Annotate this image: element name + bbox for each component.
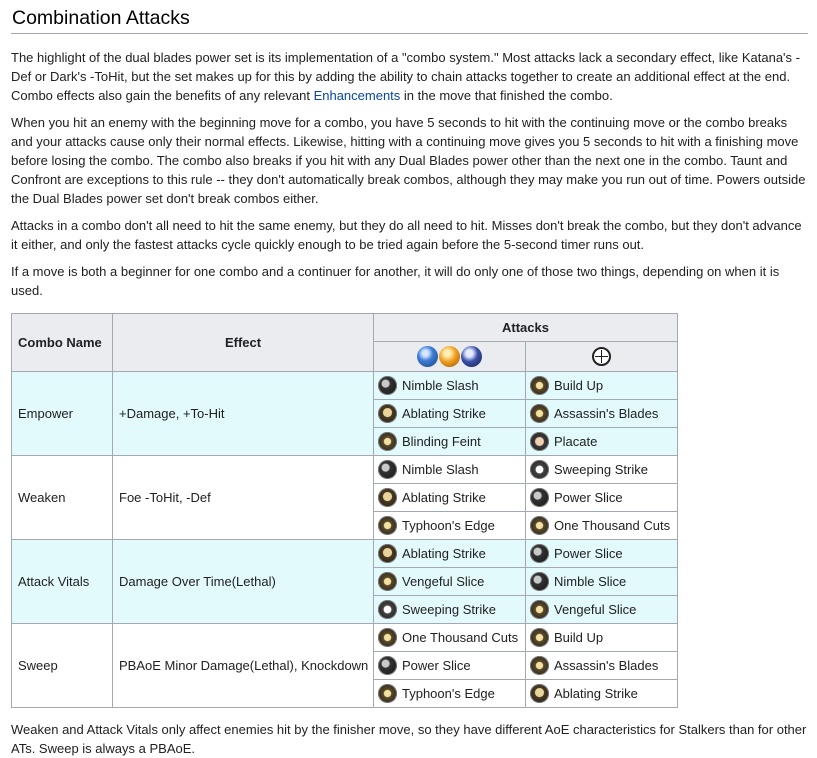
attack-cell-left: [374, 652, 526, 680]
attack-name: Blinding Feint: [402, 434, 481, 449]
blade-icon: [530, 488, 549, 507]
attack-cell-left: [374, 596, 526, 624]
paragraph-beginner-continuer: If a move is both a beginner for one combo and a continuer for another, it will do only one of those two things, depending on when it is used.: [11, 264, 780, 298]
attack-name: Ablating Strike: [402, 406, 486, 421]
burst-icon: [530, 628, 549, 647]
attack-cell-left: [374, 400, 526, 428]
attack-name: Nimble Slash: [402, 462, 479, 477]
attack-cell-right: [526, 680, 678, 708]
blade-icon: [530, 544, 549, 563]
burst-icon: [530, 376, 549, 395]
attack-name: Ablating Strike: [402, 546, 486, 561]
attack-cell-right: [526, 456, 678, 484]
attack-name: Power Slice: [554, 546, 623, 561]
attack-name: Nimble Slash: [402, 378, 479, 393]
attack-cell-left: [374, 484, 526, 512]
table-row: [12, 540, 678, 568]
paragraph-combo-hits: Attacks in a combo don't all need to hit the same enemy, but they do all need to hit. Misses don't break the combo, but they don't advance it either, and only the fastest attacks cycle quickly enough to be tried again before the 5-second timer runs out.: [11, 218, 802, 252]
combo-name-cell: Attack Vitals: [12, 540, 113, 624]
attack-cell-right: [526, 652, 678, 680]
blade-icon: [378, 460, 397, 479]
attack-name: Typhoon's Edge: [402, 518, 495, 533]
burst-icon: [378, 572, 397, 591]
burst-icon: [378, 432, 397, 451]
burst-icon: [378, 628, 397, 647]
table-row: [12, 456, 678, 484]
orange-swirl-icon: [439, 346, 460, 367]
attack-name: Ablating Strike: [554, 686, 638, 701]
combo-effect-cell: PBAoE Minor Damage(Lethal), Knockdown: [113, 624, 374, 708]
attack-cell-left: [374, 540, 526, 568]
table-row: [12, 372, 678, 400]
attack-name: Vengeful Slice: [402, 574, 485, 589]
attack-cell-right: [526, 372, 678, 400]
blade-icon: [378, 376, 397, 395]
target-crosshair-icon: [592, 347, 611, 366]
attack-cell-left: [374, 568, 526, 596]
attack-name: Power Slice: [402, 658, 471, 673]
attack-cell-right: [526, 540, 678, 568]
attack-cell-right: [526, 428, 678, 456]
burst-icon: [378, 516, 397, 535]
blue-orb-icon: [417, 346, 438, 367]
attack-name: Build Up: [554, 378, 604, 393]
ring-icon: [378, 600, 397, 619]
attack-name: Power Slice: [554, 490, 623, 505]
attack-cell-right: [526, 568, 678, 596]
table-row: [12, 624, 678, 652]
attack-name: Typhoon's Edge: [402, 686, 495, 701]
paragraph-combo-timing: When you hit an enemy with the beginning move for a combo, you have 5 seconds to hit with the continuing move or the combo breaks and your attacks cause only their normal effects. Likewise, hitting with a continuing move gives you 5 seconds to hit with a finishing move before losing the combo. The combo also breaks if you hit with any Dual Blades power other than the next one in the combo. Taunt and Confront are exceptions to this rule -- they don't automatically break combos, although they may make you run out of time. Powers outside the Dual Blades power set don't break combos either.: [11, 115, 806, 206]
combo-name-cell: Weaken: [12, 456, 113, 540]
header-effect: Effect: [113, 314, 374, 372]
attack-cell-right: [526, 484, 678, 512]
attack-name: Nimble Slice: [554, 574, 627, 589]
combo-table: [11, 313, 678, 708]
header-attacks: Attacks: [374, 314, 678, 342]
attack-name: Vengeful Slice: [554, 602, 637, 617]
shield-icon: [378, 544, 397, 563]
attack-name: Assassin's Blades: [554, 406, 659, 421]
shield-icon: [378, 404, 397, 423]
attack-cell-left: [374, 512, 526, 540]
burst-icon: [530, 600, 549, 619]
section-heading: Combination Attacks: [11, 0, 808, 34]
navy-fist-icon: [461, 346, 482, 367]
attack-cell-left: [374, 624, 526, 652]
paragraph-intro-text: The highlight of the dual blades power set is its implementation of a "combo system." Most attacks lack a secondary effect, like Katana's -Def or Dark's -ToHit, but the set makes up for this by adding the ability to chain attacks together to create an additional effect at the end. Combo effects also gain the benefits of any relevant: [11, 50, 800, 103]
attack-name: Assassin's Blades: [554, 658, 659, 673]
combo-effect-cell: +Damage, +To-Hit: [113, 372, 374, 456]
combo-name-cell: Empower: [12, 372, 113, 456]
ring-icon: [530, 460, 549, 479]
attack-cell-left: [374, 680, 526, 708]
enhancements-link[interactable]: Enhancements: [313, 88, 401, 103]
attack-name: Ablating Strike: [402, 490, 486, 505]
hand-icon: [530, 432, 549, 451]
attack-cell-left: [374, 456, 526, 484]
header-icons-right: [526, 342, 678, 372]
combo-effect-cell: Damage Over Time(Lethal): [113, 540, 374, 624]
paragraph-intro: [11, 48, 808, 105]
blade-icon: [530, 572, 549, 591]
combo-table-body: [12, 372, 678, 708]
attack-name: One Thousand Cuts: [402, 630, 519, 645]
burst-icon: [530, 516, 549, 535]
attack-cell-left: [374, 428, 526, 456]
header-combo-name: Combo Name: [12, 314, 113, 372]
attack-name: Sweeping Strike: [402, 602, 496, 617]
attack-name: Build Up: [554, 630, 604, 645]
combo-effect-cell: Foe -ToHit, -Def: [113, 456, 374, 540]
attack-cell-right: [526, 400, 678, 428]
shield-icon: [530, 684, 549, 703]
burst-icon: [530, 656, 549, 675]
attack-cell-right: [526, 512, 678, 540]
attack-cell-left: [374, 372, 526, 400]
combo-name-cell: Sweep: [12, 624, 113, 708]
burst-icon: [530, 404, 549, 423]
blade-icon: [378, 656, 397, 675]
burst-icon: [378, 684, 397, 703]
attack-cell-right: [526, 596, 678, 624]
attack-name: Sweeping Strike: [554, 462, 648, 477]
header-icons-left: [374, 342, 526, 372]
attack-cell-right: [526, 624, 678, 652]
paragraph-intro-tail: in the move that finished the combo.: [400, 88, 613, 103]
paragraph-aoe-note: Weaken and Attack Vitals only affect enemies hit by the finisher move, so they have different AoE characteristics for Stalkers than for other ATs. Sweep is always a PBAoE.: [11, 722, 807, 756]
attack-name: Placate: [554, 434, 598, 449]
attack-name: One Thousand Cuts: [554, 518, 671, 533]
shield-icon: [378, 488, 397, 507]
